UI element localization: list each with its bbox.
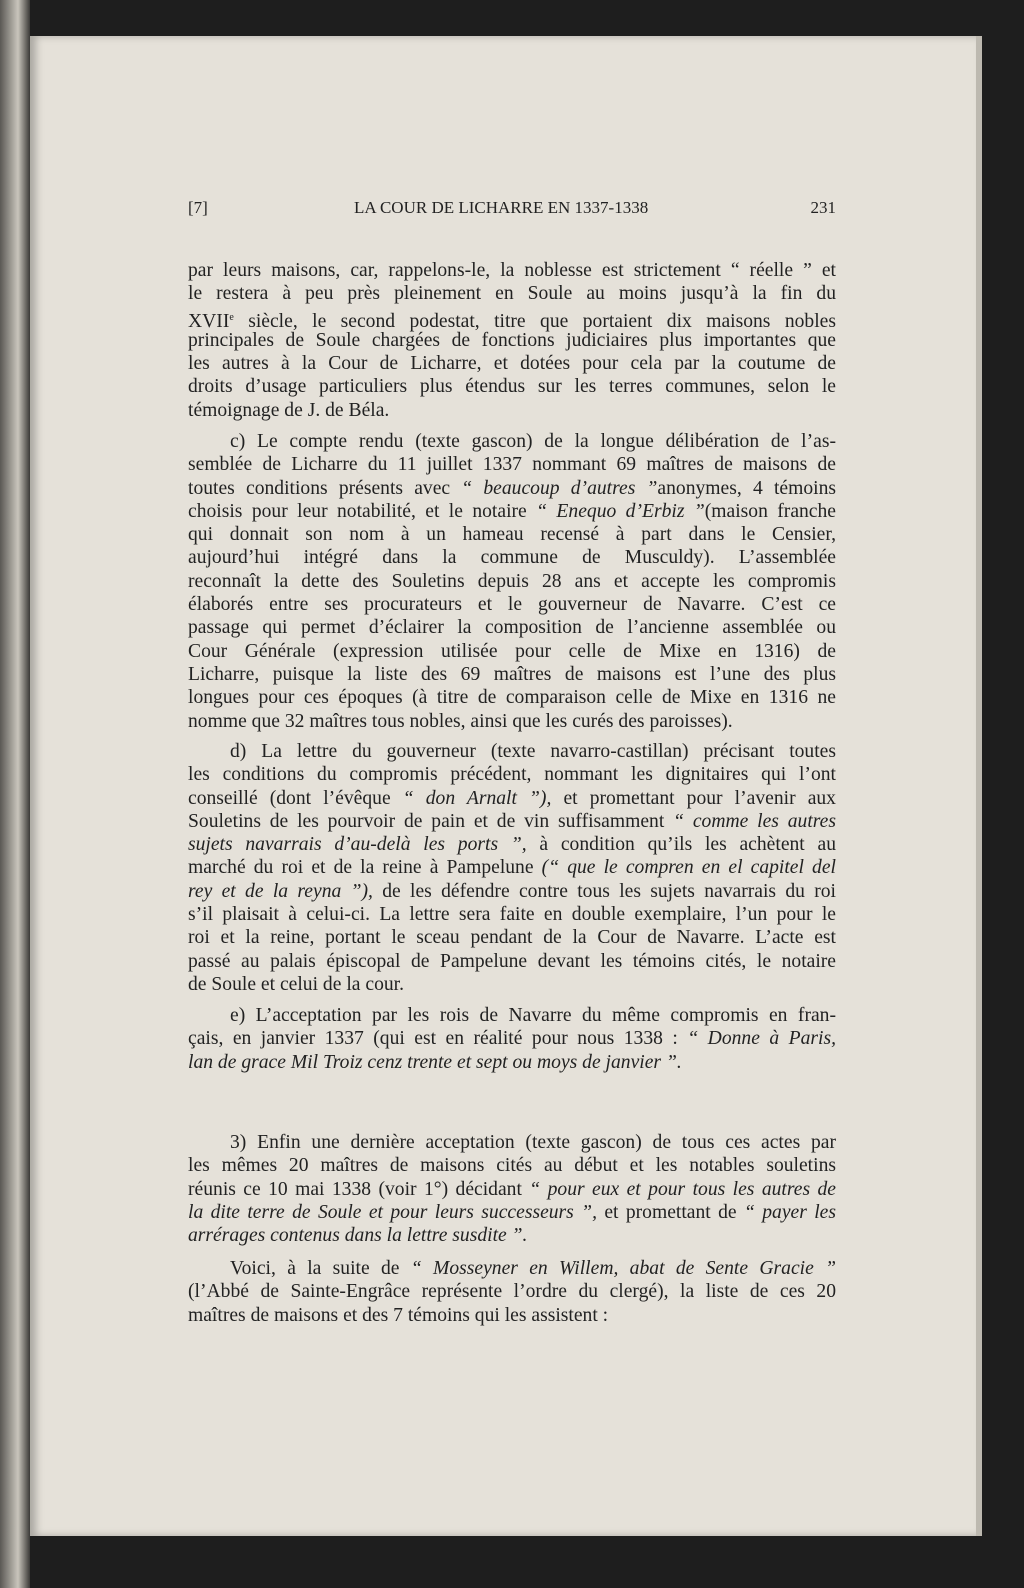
facing-page-edge: [0, 0, 30, 1588]
italic-quote: rey et de la reyna ”),: [188, 880, 373, 902]
text-line: [188, 375, 836, 398]
text-line: [188, 453, 836, 476]
text-run: semblée de Licharre du 11 juillet 1337 nommant 69 maîtres de maisons de: [188, 454, 836, 476]
text-run: (l’Abbé de Sainte-Engrâce représente l’ordre du clergé), la liste de ces 20: [188, 1281, 836, 1303]
italic-quote: “ payer les: [743, 1201, 836, 1223]
text-run: témoignage de J. de Béla.: [188, 399, 390, 421]
italic-quote: lan de grace Mil Troiz cenz trente et sept ou moys de janvier ”.: [188, 1051, 682, 1073]
paragraph-voici: [188, 1257, 836, 1327]
text-run: Cour Générale (expression utilisée pour celle de Mixe en 1316) de: [188, 640, 836, 662]
text-line: [188, 1004, 836, 1027]
text-run: e) L’acceptation par les rois de Navarre du même compromis en fran-: [230, 1005, 836, 1026]
text-line: [188, 710, 836, 733]
text-line: [188, 1257, 836, 1280]
italic-quote: “ pour eux et pour tous les autres de: [529, 1178, 836, 1200]
text-run: nomme que 32 maîtres tous nobles, ainsi que les curés des paroisses).: [188, 710, 733, 732]
page-number: 231: [810, 198, 836, 217]
running-title: LA COUR DE LICHARRE EN 1337-1338: [354, 198, 649, 217]
text-run: de les défendre contre tous les sujets navarrais du roi: [372, 880, 836, 902]
section-number: [7]: [188, 198, 208, 217]
text-run: anonymes, 4 témoins: [657, 477, 836, 499]
italic-quote: “ comme les autres: [673, 810, 836, 832]
text-run: Licharre, puisque la liste des 69 maîtres de maisons est l’une des plus: [188, 663, 836, 685]
text-line: [188, 306, 836, 332]
italic-quote: arrérages contenus dans la lettre susdite ”.: [188, 1225, 528, 1247]
text-line: [188, 740, 836, 763]
text-run: roi et la reine, portant le sceau pendant de la Cour de Navarre. L’acte est: [188, 927, 836, 949]
text-run: (maison franche: [704, 500, 836, 522]
paragraph-c: [188, 430, 836, 733]
text-line: [188, 616, 836, 639]
text-run: de Soule et celui de la cour.: [188, 973, 404, 995]
text-run: çais, en janvier 1337 (qui est en réalité pour nous 1338 :: [188, 1028, 688, 1050]
text-run: qui donnait son nom à un hameau recensé à part dans le Censier,: [188, 524, 836, 546]
running-header: [188, 198, 836, 222]
paragraph-3: [188, 1131, 836, 1247]
text-line: [188, 570, 836, 593]
superscript: e: [229, 311, 234, 323]
page-edge: [976, 36, 982, 1536]
text-run: Voici, à la suite de: [230, 1258, 411, 1279]
text-line: [188, 329, 836, 352]
text-line: [188, 259, 836, 282]
text-line: [188, 686, 836, 709]
text-line: [188, 477, 836, 500]
text-line: [188, 880, 836, 903]
text-line: [188, 926, 836, 949]
text-line: [188, 593, 836, 616]
text-run: et promettant pour l’avenir aux: [551, 787, 836, 809]
text-run: passé au palais épiscopal de Pampelune devant les témoins cités, le notaire: [188, 950, 836, 972]
text-run: reconnaît la dette des Souletins depuis 28 ans et accepte les compromis: [188, 570, 836, 592]
text-run: XVII: [188, 310, 230, 332]
text-run: maîtres de maisons et des 7 témoins qui les assistent :: [188, 1304, 609, 1326]
text-line: [188, 1224, 836, 1247]
text-run: à condition qu’ils les achètent au: [526, 834, 836, 856]
text-line: [188, 1178, 836, 1201]
text-line: [188, 500, 836, 523]
text-run: conseillé (dont l’évêque: [188, 787, 403, 809]
text-line: [188, 833, 836, 856]
text-line: [188, 399, 836, 422]
text-line: [188, 282, 836, 305]
text-run: les conditions du compromis précédent, nommant les dignitaires qui l’ont: [188, 764, 836, 786]
text-line: [188, 810, 836, 833]
text-run: élaborés entre ses procurateurs et le gouverneur de Navarre. C’est ce: [188, 594, 836, 616]
text-line: [188, 1154, 836, 1177]
text-run: aujourd’hui intégré dans la commune de Musculdy). L’assemblée: [188, 547, 836, 569]
text-line: [188, 903, 836, 926]
text-line: [188, 1280, 836, 1303]
text-line: [188, 1051, 836, 1074]
italic-quote: “ beaucoup d’autres ”: [461, 477, 658, 499]
text-line: [188, 1304, 836, 1327]
text-run: longues pour ces époques (à titre de comparaison celle de Mixe en 1316 ne: [188, 687, 836, 709]
text-line: [188, 546, 836, 569]
text-run: s’il plaisait à celui-ci. La lettre sera faite en double exemplaire, l’un pour le: [188, 904, 836, 926]
paragraph-d: [188, 740, 836, 996]
text-run: 3) Enfin une dernière acceptation (texte gascon) de tous ces actes par: [230, 1132, 836, 1153]
text-run: Souletins de les pourvoir de pain et de vin suffisamment: [188, 810, 674, 832]
text-line: [188, 1201, 836, 1224]
text-line: [188, 640, 836, 663]
text-run: et promettant de: [596, 1201, 744, 1223]
text-line: [188, 856, 836, 879]
paragraph-continuation: [188, 259, 836, 422]
text-run: toutes conditions présents avec: [188, 477, 462, 499]
paragraph-e: [188, 1004, 836, 1074]
italic-quote: “ Enequo d’Erbiz ”: [536, 500, 705, 522]
text-line: [188, 1131, 836, 1154]
text-run: les mêmes 20 maîtres de maisons cités au début et les notables souletins: [188, 1155, 836, 1177]
text-run: c) Le compte rendu (texte gascon) de la longue délibération de l’as-: [230, 431, 836, 452]
text-run: passage qui permet d’éclairer la composition de l’ancienne assemblée ou: [188, 617, 836, 639]
text-line: [188, 950, 836, 973]
italic-quote: “ Donne à Paris,: [687, 1028, 836, 1050]
text-run: réunis ce 10 mai 1338 (voir 1°) décidant: [188, 1178, 530, 1200]
text-run: les autres à la Cour de Licharre, et dotées pour cela par la coutume de: [188, 353, 836, 375]
text-run: principales de Soule chargées de fonctions judiciaires plus importantes que: [188, 329, 836, 351]
text-run: le restera à peu près pleinement en Soule au moins jusqu’à la fin du: [188, 283, 836, 305]
italic-quote: la dite terre de Soule et pour leurs successeurs ”,: [188, 1201, 597, 1223]
text-line: [188, 663, 836, 686]
text-run: d) La lettre du gouverneur (texte navarro-castillan) précisant toutes: [230, 741, 836, 762]
text-line: [188, 352, 836, 375]
text-run: choisis pour leur notabilité, et le notaire: [188, 500, 537, 522]
text-line: [188, 973, 836, 996]
text-run: par leurs maisons, car, rappelons-le, la noblesse est strictement “ réelle ” et: [188, 260, 836, 281]
text-line: [188, 430, 836, 453]
text-run: marché du roi et de la reine à Pampelune: [188, 857, 542, 879]
text-line: [188, 1027, 836, 1050]
italic-quote: “ Mosseyner en Willem, abat de Sente Gracie ”: [410, 1258, 837, 1279]
text-line: [188, 787, 836, 810]
italic-quote: (“ que le compren en el capitel del: [541, 857, 836, 879]
text-run: droits d’usage particuliers plus étendus sur les terres communes, selon le: [188, 376, 836, 398]
text-run: siècle, le second podestat, titre que portaient dix maisons nobles: [233, 310, 836, 332]
italic-quote: sujets navarrais d’au-delà les ports ”,: [188, 834, 527, 856]
italic-quote: “ don Arnalt ”),: [402, 787, 552, 809]
text-line: [188, 763, 836, 786]
text-line: [188, 523, 836, 546]
